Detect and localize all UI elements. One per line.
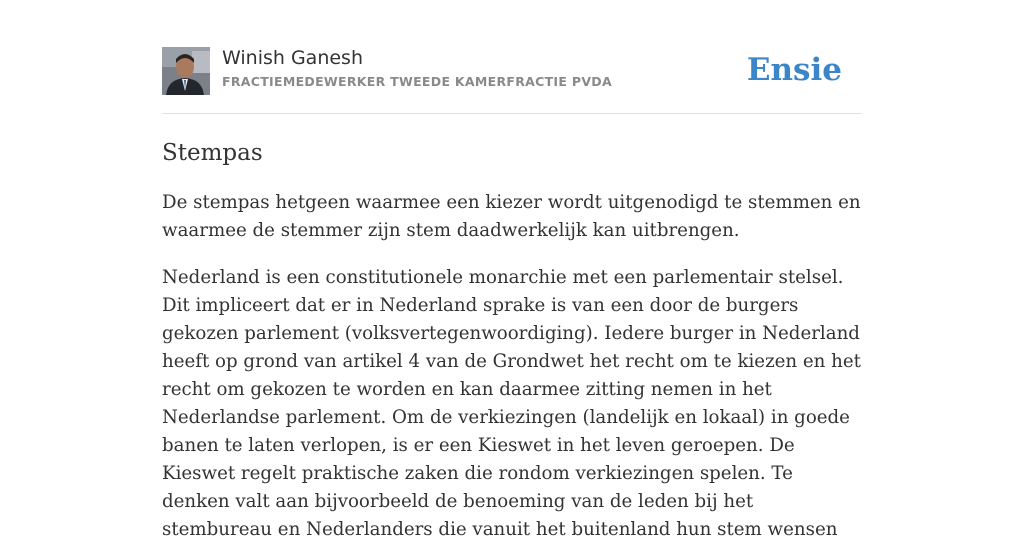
- article-paragraph: De stempas hetgeen waarmee een kiezer wordt uitgenodigd te stemmen en waarmee de stemmer zijn stem daadwerkelijk kan uitbrengen.: [162, 192, 861, 241]
- avatar[interactable]: [162, 47, 210, 95]
- article-container: [162, 46, 862, 544]
- article-paragraph: Nederland is een constitutionele monarchie met een parlementair stelsel. Dit impliceert dat er in Nederland sprake is van een door de burgers gekozen parlement (volksvertegenwoordiging). Iedere burger in Nederland heeft op grond van artikel 4 van de Grondwet het recht om te kiezen en het recht om gekozen te worden en kan daarmee zitting nemen in het Nederlandse parlement. Om de verkiezingen (landelijk en lokaal) in goede banen te laten verlopen, is er een Kieswet in het leven geroepen. De Kieswet regelt praktische zaken die rondom verkiezingen spelen. Te denken valt aan bijvoorbeeld de benoeming van de leden bij het stembureau en Nederlanders die vanuit het buitenland hun stem wensen: [162, 267, 861, 540]
- author-photo-icon: [162, 47, 210, 95]
- author-role: FRACTIEMEDEWERKER TWEEDE KAMERFRACTIE PVDA: [222, 74, 612, 89]
- author-name[interactable]: Winish Ganesh: [222, 47, 363, 69]
- article-header: [162, 46, 862, 114]
- brand-logo[interactable]: Ensie: [746, 52, 842, 88]
- article-title: Stempas: [162, 140, 263, 166]
